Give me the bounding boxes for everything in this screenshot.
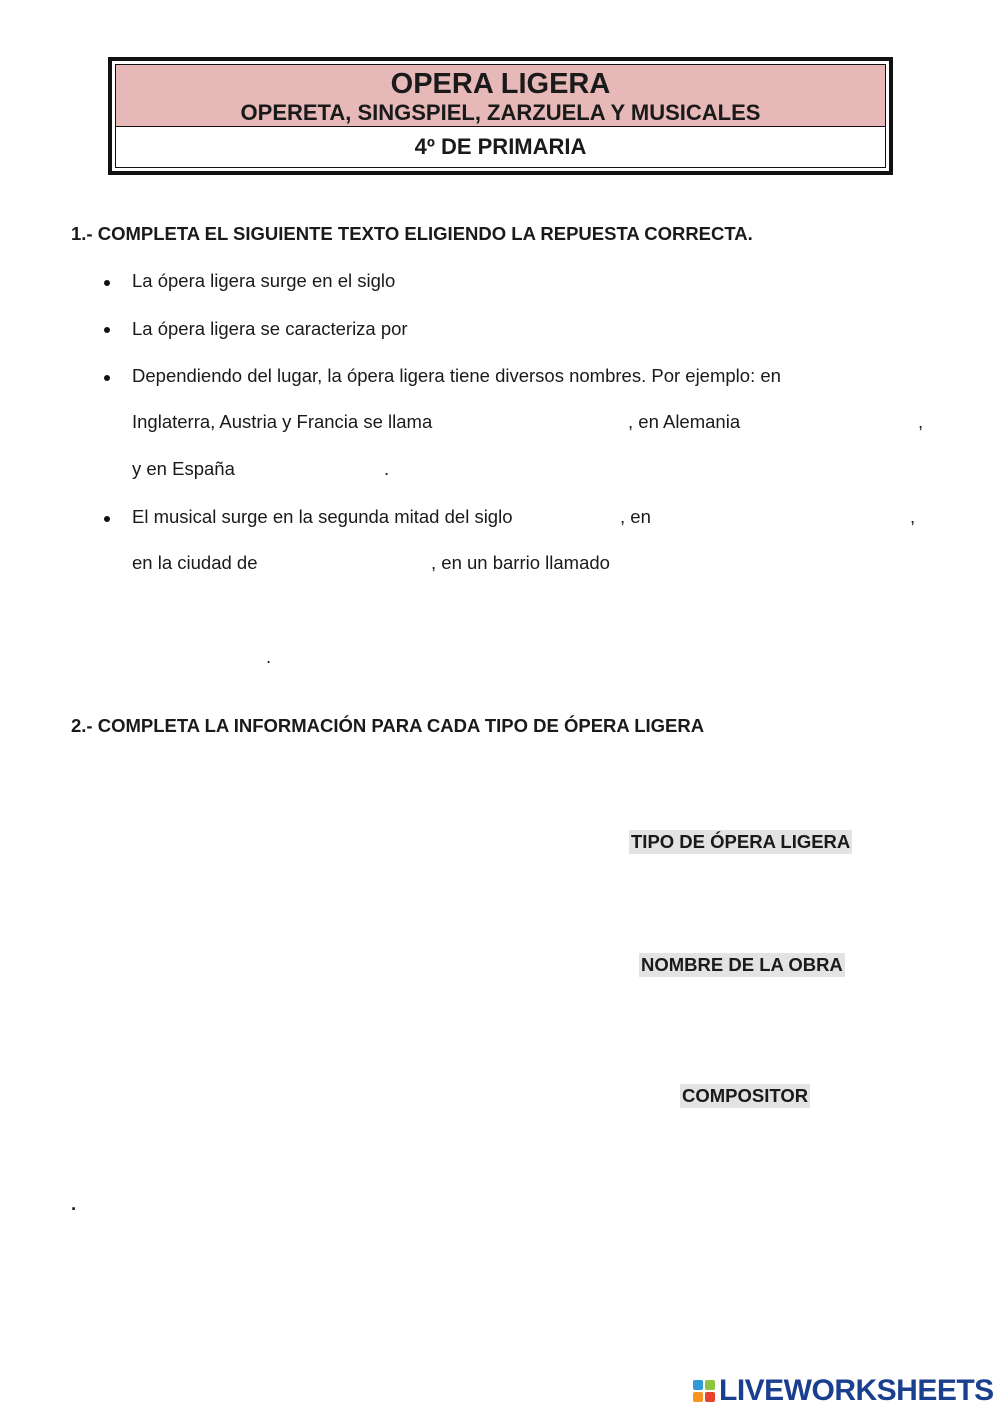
label-composer: COMPOSITOR [682, 1085, 809, 1106]
bullet-4-end-mark: . [266, 646, 272, 667]
section2-end-mark: . [71, 1193, 77, 1214]
title-box [108, 57, 893, 175]
label-opera-type: TIPO DE ÓPERA LIGERA [631, 831, 851, 852]
bullet-3-line1: Dependiendo del lugar, la ópera ligera tiene diversos nombres. Por ejemplo: en [132, 365, 781, 386]
bullet-4-line2-b: , en un barrio llamado [431, 552, 610, 573]
bullet-2-text: La ópera ligera se caracteriza por [132, 318, 408, 339]
bullet-3-line3-a: y en España [132, 458, 235, 479]
bullet-4-line1-c: , [910, 506, 916, 527]
label-work-name: NOMBRE DE LA OBRA [641, 954, 843, 975]
bullet-3-line2-c: , [918, 411, 924, 432]
logo-text: LIVEWORKSHEETS [719, 1374, 994, 1407]
bullet-3-line3-b: . [384, 458, 390, 479]
title-banner [116, 65, 885, 127]
bullet-3-line2-a: Inglaterra, Austria y Francia se llama [132, 411, 433, 432]
bullet-4-line2-a: en la ciudad de [132, 552, 258, 573]
section1-heading: 1.- COMPLETA EL SIGUIENTE TEXTO ELIGIENDO LA REPUESTA CORRECTA. [71, 223, 753, 244]
bullet-4 [104, 516, 110, 522]
bullet-1 [104, 280, 110, 286]
liveworksheets-logo [693, 1376, 994, 1406]
bullet-3 [104, 375, 110, 381]
bullet-4-line1-a: El musical surge en la segunda mitad del siglo [132, 506, 513, 527]
grade-label: 4º DE PRIMARIA [414, 134, 587, 159]
title-inner [115, 64, 886, 168]
page-title: OPERA LIGERA [390, 68, 611, 100]
bullet-3-line2-b: , en Alemania [628, 411, 741, 432]
bullet-4-line1-b: , en [620, 506, 651, 527]
liveworksheets-logo-icon [693, 1380, 715, 1402]
page-subtitle: OPERETA, SINGSPIEL, ZARZUELA Y MUSICALES [240, 100, 761, 125]
bullet-1-text: La ópera ligera surge en el siglo [132, 270, 396, 291]
section2-heading: 2.- COMPLETA LA INFORMACIÓN PARA CADA TIPO DE ÓPERA LIGERA [71, 715, 705, 736]
bullet-2 [104, 327, 110, 333]
